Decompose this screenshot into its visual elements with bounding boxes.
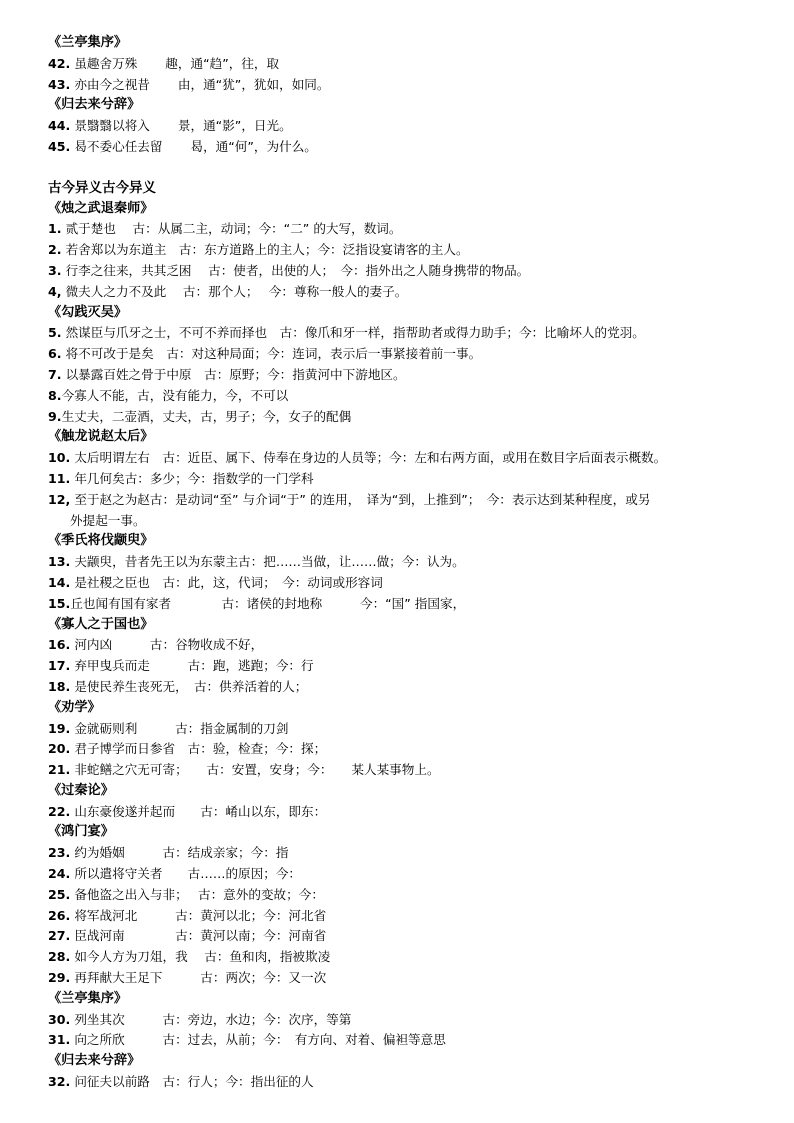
entry-number: 1.: [48, 221, 62, 237]
entry-text: 以暴露百姓之骨于中原 古：原野；今：指黄河中下游地区。: [65, 366, 406, 382]
entry-22: [48, 802, 758, 823]
entry-gloss: 趣，通“趋”，往，取: [165, 55, 280, 71]
entry-44: [48, 116, 758, 137]
heading-lanting-2: 《兰亭集序》: [48, 990, 128, 1006]
entry-gloss: 由，通“犹”，犹如，如同。: [177, 76, 330, 92]
entry-17: [48, 656, 758, 677]
entry-25: [48, 885, 758, 906]
entry-text: 至于赵之为赵古：是动词“至” 与介词“于” 的连用， 译为“到，上推到”； 今：表示达到某种程度，或另: [74, 491, 651, 507]
entry-number: 8.: [48, 387, 62, 403]
entry-text-continued: 外提起一事。: [70, 512, 146, 528]
entry-23: [48, 843, 758, 864]
entry-number: 21.: [48, 762, 71, 778]
entry-gloss: 曷，通“何”，为什么。: [190, 138, 317, 154]
entry-text: 生丈夫，二壶酒，丈夫，古，男子；今，女子的配偶: [61, 408, 352, 424]
entry-11: [48, 469, 758, 490]
heading-guaren: 《寡人之于国也》: [48, 616, 154, 632]
entry-text: 年几何矣古：多少；今：指数学的一门学科: [74, 470, 314, 486]
entry-number: 45.: [48, 138, 71, 154]
entry-text: 丘也闻有国有家者 古：诸侯的封地称 今：“国” 指国家，: [70, 595, 466, 611]
entry-text: 君子博学而日参省 古：验，检查；今：探；: [74, 741, 327, 757]
entry-text: 将不可改于是矣 古：对这种局面；今：连词，表示后一事紧接着前一事。: [65, 346, 482, 362]
entry-number: 10.: [48, 450, 71, 466]
entry-number: 23.: [48, 845, 71, 861]
heading-zhuzhiwu: 《烛之武退秦师》: [48, 200, 154, 216]
entry-text: 是社稷之臣也 古：此，这，代词； 今：动词或形容词: [74, 574, 383, 590]
entry-number: 13.: [48, 554, 71, 570]
entry-text: 约为婚姻 古：结成亲家；今：指: [74, 845, 289, 861]
entry-source: 景翳翳以将入: [74, 118, 150, 134]
entry-text: 非蛇鳝之穴无可寄； 古：安置，安身；今： 某人某事物上。: [74, 762, 440, 778]
entry-31: [48, 1030, 758, 1051]
entry-text: 微夫人之力不及此 古：那个人； 今：尊称一般人的妻子。: [65, 283, 408, 299]
entry-number: 3.: [48, 262, 62, 278]
document-page: [48, 33, 758, 1093]
entry-1: [48, 219, 758, 240]
entry-text: 所以遣将守关者 古……的原因；今：: [74, 866, 302, 882]
entry-number: 14.: [48, 574, 71, 590]
entry-text: 夫颛臾，昔者先王以为东蒙主古：把……当做，让……做；今：认为。: [74, 554, 465, 570]
entry-number: 24.: [48, 866, 71, 882]
entry-number: 12,: [48, 491, 71, 507]
entry-18: [48, 677, 758, 698]
entry-text: 弃甲曳兵而走 古：跑，逃跑；今：行: [74, 658, 314, 674]
entry-source: 曷不委心任去留: [74, 138, 163, 154]
entry-3: [48, 261, 758, 282]
entry-source: 亦由今之视昔: [74, 76, 150, 92]
entry-number: 27.: [48, 928, 71, 944]
entry-21: [48, 760, 758, 781]
entry-2: [48, 240, 758, 261]
entry-27: [48, 926, 758, 947]
heading-guiqulai: 《归去来兮辞》: [48, 97, 141, 113]
entry-16: [48, 635, 758, 656]
entry-text: 河内凶 古：谷物收成不好，: [74, 637, 264, 653]
entry-5: [48, 323, 758, 344]
entry-45: [48, 137, 758, 158]
entry-number: 31.: [48, 1032, 71, 1048]
entry-4: [48, 282, 758, 303]
entry-24: [48, 864, 758, 885]
entry-source: 虽趣舍万殊: [74, 55, 138, 71]
entry-number: 19.: [48, 720, 71, 736]
entry-number: 26.: [48, 907, 71, 923]
entry-32: [48, 1072, 758, 1093]
entry-text: 列坐其次 古：旁边，水边；今：次序，等第: [74, 1011, 352, 1027]
entry-7: [48, 365, 758, 386]
entry-text: 向之所欣 古：过去，从前；今： 有方向、对着、偏袒等意思: [74, 1032, 446, 1048]
entry-text: 金就砺则利 古：指金属制的刀剑: [74, 720, 289, 736]
entry-number: 6.: [48, 346, 62, 362]
entry-number: 17.: [48, 658, 71, 674]
entry-15: [48, 594, 758, 615]
entry-text: 然谋臣与爪牙之士，不可不养而择也 古：像爪和牙一样，指帮助者或得力助手；今：比喻坏人的党羽。: [65, 325, 645, 341]
entry-number: 9.: [48, 408, 62, 424]
entry-30: [48, 1010, 758, 1031]
section-title: 古今异义古今异义: [48, 179, 156, 196]
entry-text: 太后明谓左右 古：近臣、属下、侍奉在身边的人员等；今：左和右两方面，或用在数目字后面表示概数。: [74, 450, 667, 466]
entry-26: [48, 906, 758, 927]
heading-guoqin: 《过秦论》: [48, 782, 114, 798]
entry-number: 4,: [48, 283, 62, 299]
entry-12: [48, 490, 758, 532]
entry-text: 问征夫以前路 古：行人；今：指出征的人: [74, 1074, 314, 1090]
entry-number: 30.: [48, 1011, 71, 1027]
entry-10: [48, 448, 758, 469]
entry-number: 44.: [48, 118, 71, 134]
entry-text: 若舍郑以为东道主 古：东方道路上的主人；今：泛指设宴请客的主人。: [65, 242, 469, 258]
entry-number: 2.: [48, 242, 62, 258]
heading-goujian: 《勾践灭吴》: [48, 304, 128, 320]
entry-text: 山东豪俊遂并起而 古：崤山以东，即东：: [74, 803, 327, 819]
entry-number: 29.: [48, 970, 71, 986]
entry-number: 43.: [48, 76, 71, 92]
heading-lanting: 《兰亭集序》: [48, 35, 128, 50]
entry-13: [48, 552, 758, 573]
entry-number: 7.: [48, 366, 62, 382]
entry-43: [48, 75, 758, 96]
entry-gloss: 景，通“影”，日光。: [177, 118, 292, 134]
entry-text: 臣战河南 古：黄河以南；今：河南省: [74, 928, 327, 944]
entry-number: 11.: [48, 470, 71, 486]
entry-number: 20.: [48, 741, 71, 757]
entry-number: 5.: [48, 325, 62, 341]
entry-19: [48, 719, 758, 740]
heading-quanxue: 《劝学》: [48, 699, 101, 715]
entry-text: 再拜献大王足下 古：两次；今：又一次: [74, 970, 327, 986]
entry-number: 18.: [48, 678, 71, 694]
entry-text: 今寡人不能，古，没有能力，今，不可以: [61, 387, 289, 403]
entry-20: [48, 739, 758, 760]
entry-number: 32.: [48, 1074, 71, 1090]
entry-number: 15.: [48, 595, 71, 611]
entry-8: [48, 386, 758, 407]
entry-number: 16.: [48, 637, 71, 653]
entry-6: [48, 344, 758, 365]
heading-guiqulai-2: 《归去来兮辞》: [48, 1053, 141, 1069]
entry-text: 行李之往来，共其乏困 古：使者，出使的人； 今：指外出之人随身携带的物品。: [65, 262, 530, 278]
entry-text: 贰于楚也 古：从属二主，动词；今：“二” 的大写，数词。: [65, 221, 402, 237]
entry-14: [48, 573, 758, 594]
heading-chulong: 《触龙说赵太后》: [48, 429, 154, 445]
entry-number: 42.: [48, 55, 71, 71]
entry-text: 如今人方为刀俎，我 古：鱼和肉，指被欺凌: [74, 949, 331, 965]
entry-number: 28.: [48, 949, 71, 965]
entry-28: [48, 947, 758, 968]
entry-29: [48, 968, 758, 989]
entry-number: 25.: [48, 886, 71, 902]
heading-jishi: 《季氏将伐颛臾》: [48, 533, 154, 549]
entry-text: 备他盗之出入与非； 古：意外的变故；今：: [74, 886, 324, 902]
entry-text: 将军战河北 古：黄河以北；今：河北省: [74, 907, 327, 923]
entry-9: [48, 407, 758, 428]
entry-text: 是使民养生丧死无， 古：供养活着的人；: [74, 678, 308, 694]
entry-42: [48, 54, 758, 75]
entry-number: 22.: [48, 803, 71, 819]
heading-hongmen: 《鸿门宴》: [48, 824, 114, 840]
